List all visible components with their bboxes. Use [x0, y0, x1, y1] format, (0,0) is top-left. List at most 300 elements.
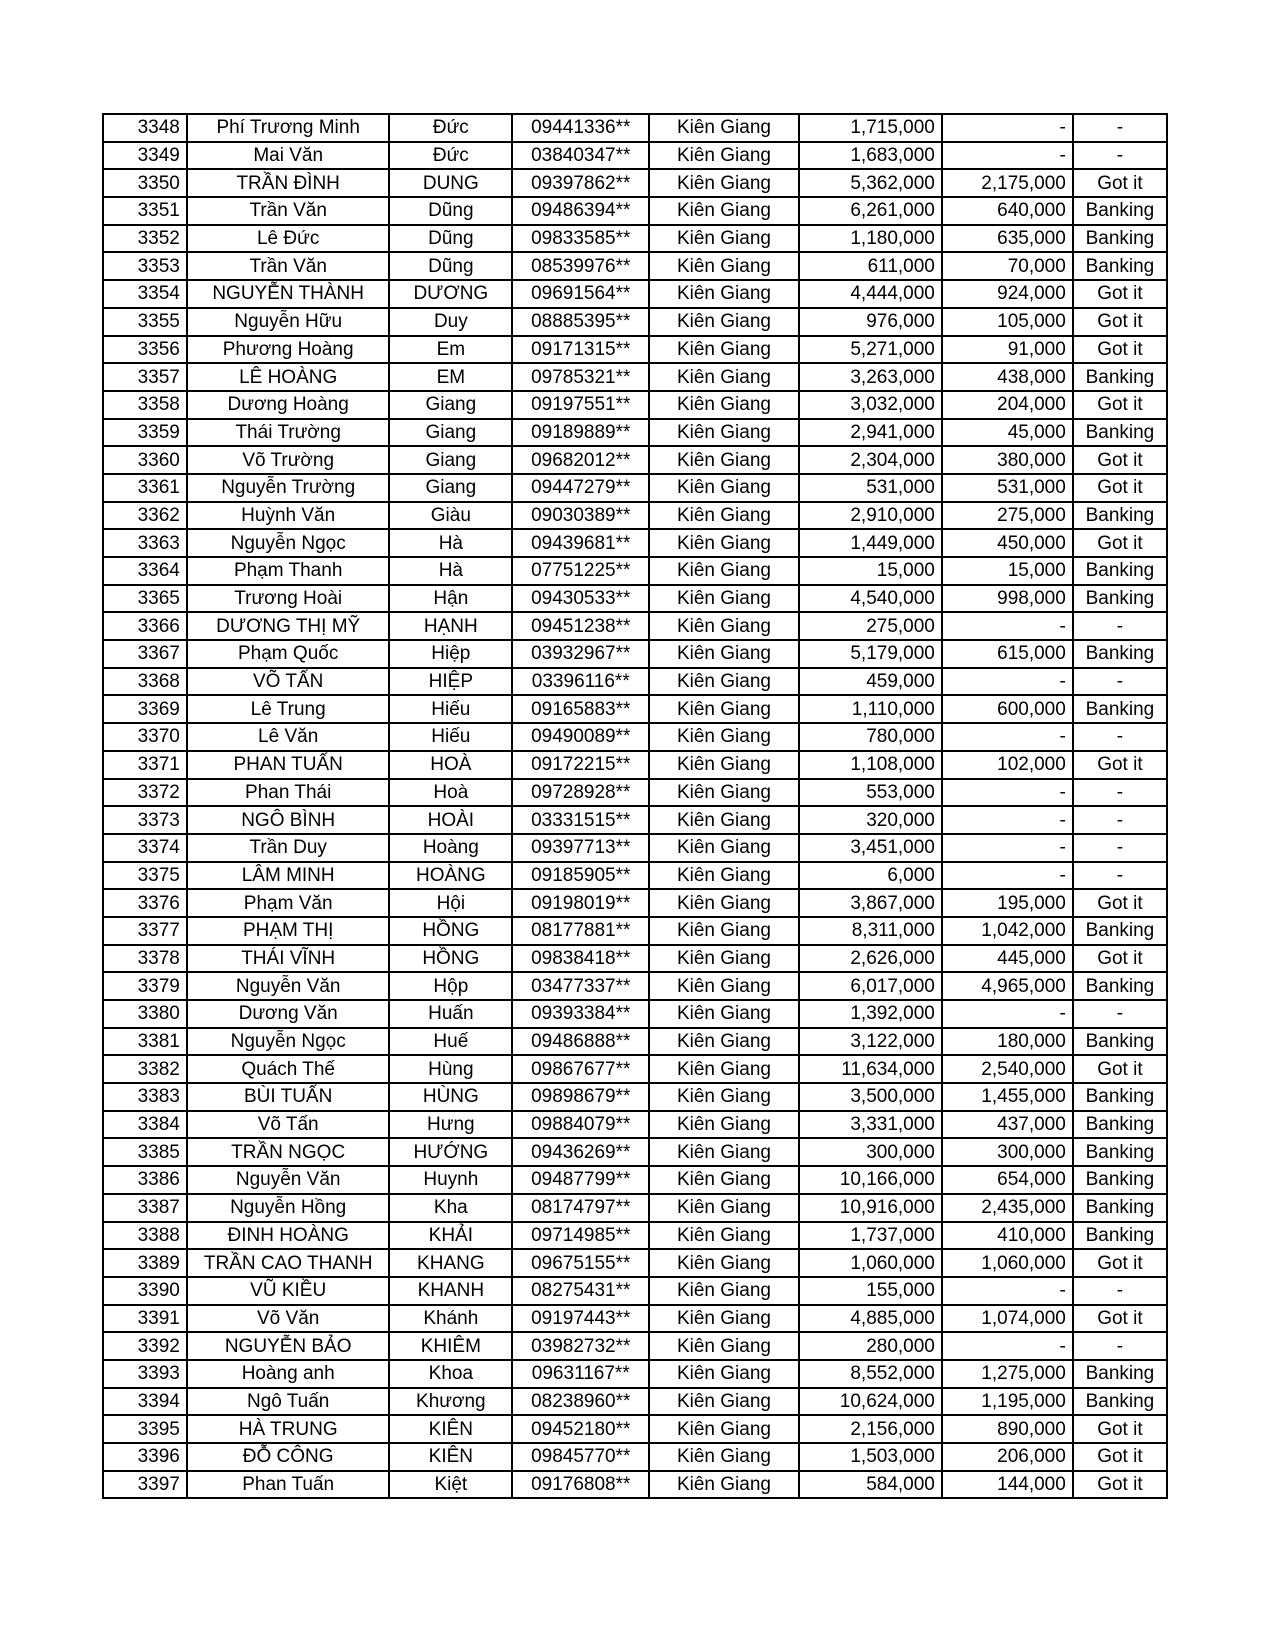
surname-cell: Dương Văn: [187, 1000, 390, 1028]
row-number-cell: 3375: [103, 862, 187, 890]
amount-cell: 3,867,000: [799, 889, 942, 917]
bonus-cell: 300,000: [942, 1138, 1073, 1166]
status-cell: -: [1073, 668, 1167, 696]
surname-cell: Phương Hoàng: [187, 336, 390, 364]
amount-cell: 611,000: [799, 252, 942, 280]
province-cell: Kiên Giang: [649, 585, 798, 613]
surname-cell: Phạm Văn: [187, 889, 390, 917]
bonus-cell: 615,000: [942, 640, 1073, 668]
amount-cell: 1,449,000: [799, 529, 942, 557]
phone-cell: 09452180**: [512, 1415, 649, 1443]
row-number-cell: 3359: [103, 419, 187, 447]
bonus-cell: 2,175,000: [942, 169, 1073, 197]
given-name-cell: Giàu: [389, 502, 512, 530]
bonus-cell: 438,000: [942, 363, 1073, 391]
given-name-cell: KIÊN: [389, 1443, 512, 1471]
given-name-cell: Giang: [389, 419, 512, 447]
province-cell: Kiên Giang: [649, 1360, 798, 1388]
amount-cell: 2,910,000: [799, 502, 942, 530]
amount-cell: 11,634,000: [799, 1055, 942, 1083]
phone-cell: 09397862**: [512, 169, 649, 197]
surname-cell: Nguyễn Hữu: [187, 308, 390, 336]
given-name-cell: Hội: [389, 889, 512, 917]
phone-cell: 09030389**: [512, 502, 649, 530]
status-cell: Banking: [1073, 363, 1167, 391]
given-name-cell: KHANG: [389, 1249, 512, 1277]
row-number-cell: 3363: [103, 529, 187, 557]
table-row: [103, 419, 1167, 447]
status-cell: -: [1073, 723, 1167, 751]
status-cell: Got it: [1073, 889, 1167, 917]
status-cell: Got it: [1073, 1443, 1167, 1471]
bonus-cell: 1,275,000: [942, 1360, 1073, 1388]
amount-cell: 3,122,000: [799, 1028, 942, 1056]
status-cell: -: [1073, 1000, 1167, 1028]
row-number-cell: 3382: [103, 1055, 187, 1083]
table-row: [103, 1194, 1167, 1222]
phone-cell: 09430533**: [512, 585, 649, 613]
province-cell: Kiên Giang: [649, 142, 798, 170]
amount-cell: 5,271,000: [799, 336, 942, 364]
phone-cell: 09176808**: [512, 1471, 649, 1499]
bonus-cell: 531,000: [942, 474, 1073, 502]
bonus-cell: 204,000: [942, 391, 1073, 419]
surname-cell: TRẦN NGỌC: [187, 1138, 390, 1166]
row-number-cell: 3392: [103, 1332, 187, 1360]
status-cell: Got it: [1073, 1415, 1167, 1443]
status-cell: -: [1073, 1277, 1167, 1305]
table-row: [103, 474, 1167, 502]
surname-cell: TRẦN CAO THANH: [187, 1249, 390, 1277]
province-cell: Kiên Giang: [649, 695, 798, 723]
given-name-cell: Khương: [389, 1388, 512, 1416]
province-cell: Kiên Giang: [649, 806, 798, 834]
province-cell: Kiên Giang: [649, 308, 798, 336]
bonus-cell: 195,000: [942, 889, 1073, 917]
table-row: [103, 723, 1167, 751]
row-number-cell: 3394: [103, 1388, 187, 1416]
given-name-cell: Đức: [389, 142, 512, 170]
bonus-cell: -: [942, 806, 1073, 834]
table-row: [103, 834, 1167, 862]
bonus-cell: 1,042,000: [942, 917, 1073, 945]
amount-cell: 780,000: [799, 723, 942, 751]
data-table: [102, 113, 1168, 1499]
surname-cell: Phan Thái: [187, 779, 390, 807]
given-name-cell: KHẢI: [389, 1222, 512, 1250]
province-cell: Kiên Giang: [649, 391, 798, 419]
row-number-cell: 3389: [103, 1249, 187, 1277]
row-number-cell: 3368: [103, 668, 187, 696]
given-name-cell: Hiệp: [389, 640, 512, 668]
province-cell: Kiên Giang: [649, 779, 798, 807]
surname-cell: Hoàng anh: [187, 1360, 390, 1388]
province-cell: Kiên Giang: [649, 723, 798, 751]
phone-cell: 09898679**: [512, 1083, 649, 1111]
amount-cell: 4,444,000: [799, 280, 942, 308]
status-cell: -: [1073, 806, 1167, 834]
status-cell: Got it: [1073, 1249, 1167, 1277]
amount-cell: 3,500,000: [799, 1083, 942, 1111]
phone-cell: 09728928**: [512, 779, 649, 807]
amount-cell: 1,392,000: [799, 1000, 942, 1028]
given-name-cell: Khánh: [389, 1305, 512, 1333]
province-cell: Kiên Giang: [649, 280, 798, 308]
amount-cell: 1,110,000: [799, 695, 942, 723]
table-row: [103, 1305, 1167, 1333]
bonus-cell: -: [942, 862, 1073, 890]
phone-cell: 09171315**: [512, 336, 649, 364]
phone-cell: 09189889**: [512, 419, 649, 447]
phone-cell: 03932967**: [512, 640, 649, 668]
row-number-cell: 3361: [103, 474, 187, 502]
surname-cell: ĐỖ CÔNG: [187, 1443, 390, 1471]
province-cell: Kiên Giang: [649, 502, 798, 530]
row-number-cell: 3381: [103, 1028, 187, 1056]
amount-cell: 2,156,000: [799, 1415, 942, 1443]
phone-cell: 09197443**: [512, 1305, 649, 1333]
amount-cell: 6,017,000: [799, 972, 942, 1000]
amount-cell: 155,000: [799, 1277, 942, 1305]
status-cell: Banking: [1073, 1111, 1167, 1139]
row-number-cell: 3357: [103, 363, 187, 391]
surname-cell: Võ Tấn: [187, 1111, 390, 1139]
table-row: [103, 972, 1167, 1000]
table-row: [103, 889, 1167, 917]
status-cell: Banking: [1073, 1028, 1167, 1056]
phone-cell: 03840347**: [512, 142, 649, 170]
status-cell: Banking: [1073, 972, 1167, 1000]
table-row: [103, 668, 1167, 696]
surname-cell: Nguyễn Văn: [187, 972, 390, 1000]
table-row: [103, 612, 1167, 640]
surname-cell: Huỳnh Văn: [187, 502, 390, 530]
row-number-cell: 3387: [103, 1194, 187, 1222]
given-name-cell: Hoà: [389, 779, 512, 807]
row-number-cell: 3378: [103, 945, 187, 973]
table-row: [103, 1471, 1167, 1499]
surname-cell: Thái Trường: [187, 419, 390, 447]
bonus-cell: 2,540,000: [942, 1055, 1073, 1083]
status-cell: -: [1073, 862, 1167, 890]
province-cell: Kiên Giang: [649, 1305, 798, 1333]
province-cell: Kiên Giang: [649, 1332, 798, 1360]
surname-cell: Phạm Thanh: [187, 557, 390, 585]
bonus-cell: 924,000: [942, 280, 1073, 308]
bonus-cell: 2,435,000: [942, 1194, 1073, 1222]
row-number-cell: 3366: [103, 612, 187, 640]
amount-cell: 4,540,000: [799, 585, 942, 613]
row-number-cell: 3360: [103, 446, 187, 474]
bonus-cell: 144,000: [942, 1471, 1073, 1499]
row-number-cell: 3355: [103, 308, 187, 336]
province-cell: Kiên Giang: [649, 197, 798, 225]
table-row: [103, 557, 1167, 585]
province-cell: Kiên Giang: [649, 419, 798, 447]
phone-cell: 09691564**: [512, 280, 649, 308]
province-cell: Kiên Giang: [649, 225, 798, 253]
province-cell: Kiên Giang: [649, 1083, 798, 1111]
surname-cell: Ngô Tuấn: [187, 1388, 390, 1416]
phone-cell: 09867677**: [512, 1055, 649, 1083]
bonus-cell: 45,000: [942, 419, 1073, 447]
surname-cell: VÕ TẤN: [187, 668, 390, 696]
amount-cell: 5,179,000: [799, 640, 942, 668]
row-number-cell: 3367: [103, 640, 187, 668]
province-cell: Kiên Giang: [649, 945, 798, 973]
bonus-cell: 1,074,000: [942, 1305, 1073, 1333]
province-cell: Kiên Giang: [649, 1055, 798, 1083]
status-cell: Banking: [1073, 225, 1167, 253]
row-number-cell: 3385: [103, 1138, 187, 1166]
given-name-cell: KIÊN: [389, 1415, 512, 1443]
province-cell: Kiên Giang: [649, 917, 798, 945]
given-name-cell: HÙNG: [389, 1083, 512, 1111]
province-cell: Kiên Giang: [649, 1388, 798, 1416]
amount-cell: 1,737,000: [799, 1222, 942, 1250]
row-number-cell: 3395: [103, 1415, 187, 1443]
amount-cell: 531,000: [799, 474, 942, 502]
phone-cell: 09838418**: [512, 945, 649, 973]
row-number-cell: 3364: [103, 557, 187, 585]
given-name-cell: Hoàng: [389, 834, 512, 862]
row-number-cell: 3348: [103, 114, 187, 142]
status-cell: Got it: [1073, 1055, 1167, 1083]
status-cell: Banking: [1073, 197, 1167, 225]
table-row: [103, 336, 1167, 364]
given-name-cell: Dũng: [389, 252, 512, 280]
row-number-cell: 3388: [103, 1222, 187, 1250]
row-number-cell: 3391: [103, 1305, 187, 1333]
surname-cell: Dương Hoàng: [187, 391, 390, 419]
surname-cell: ĐINH HOÀNG: [187, 1222, 390, 1250]
amount-cell: 2,304,000: [799, 446, 942, 474]
province-cell: Kiên Giang: [649, 1000, 798, 1028]
amount-cell: 320,000: [799, 806, 942, 834]
surname-cell: Lê Trung: [187, 695, 390, 723]
surname-cell: DƯƠNG THỊ MỸ: [187, 612, 390, 640]
table-row: [103, 1138, 1167, 1166]
table-row: [103, 1249, 1167, 1277]
phone-cell: 03331515**: [512, 806, 649, 834]
status-cell: -: [1073, 834, 1167, 862]
given-name-cell: Kiệt: [389, 1471, 512, 1499]
amount-cell: 1,108,000: [799, 751, 942, 779]
row-number-cell: 3362: [103, 502, 187, 530]
phone-cell: 09165883**: [512, 695, 649, 723]
bonus-cell: 640,000: [942, 197, 1073, 225]
surname-cell: NGÔ BÌNH: [187, 806, 390, 834]
table-row: [103, 1000, 1167, 1028]
status-cell: Got it: [1073, 308, 1167, 336]
surname-cell: Nguyễn Ngọc: [187, 529, 390, 557]
surname-cell: LÊ HOÀNG: [187, 363, 390, 391]
surname-cell: Nguyễn Văn: [187, 1166, 390, 1194]
bonus-cell: 1,060,000: [942, 1249, 1073, 1277]
province-cell: Kiên Giang: [649, 1249, 798, 1277]
table-row: [103, 1388, 1167, 1416]
province-cell: Kiên Giang: [649, 336, 798, 364]
bonus-cell: -: [942, 668, 1073, 696]
table-row: [103, 695, 1167, 723]
amount-cell: 1,503,000: [799, 1443, 942, 1471]
bonus-cell: -: [942, 612, 1073, 640]
row-number-cell: 3380: [103, 1000, 187, 1028]
province-cell: Kiên Giang: [649, 1443, 798, 1471]
amount-cell: 459,000: [799, 668, 942, 696]
bonus-cell: 105,000: [942, 308, 1073, 336]
row-number-cell: 3374: [103, 834, 187, 862]
province-cell: Kiên Giang: [649, 972, 798, 1000]
row-number-cell: 3379: [103, 972, 187, 1000]
amount-cell: 2,941,000: [799, 419, 942, 447]
table-row: [103, 806, 1167, 834]
table-row: [103, 1222, 1167, 1250]
province-cell: Kiên Giang: [649, 862, 798, 890]
phone-cell: 08238960**: [512, 1388, 649, 1416]
amount-cell: 300,000: [799, 1138, 942, 1166]
phone-cell: 09631167**: [512, 1360, 649, 1388]
amount-cell: 10,916,000: [799, 1194, 942, 1222]
status-cell: -: [1073, 612, 1167, 640]
amount-cell: 1,180,000: [799, 225, 942, 253]
status-cell: Banking: [1073, 640, 1167, 668]
surname-cell: NGUYỄN THÀNH: [187, 280, 390, 308]
surname-cell: Võ Trường: [187, 446, 390, 474]
surname-cell: Phí Trương Minh: [187, 114, 390, 142]
row-number-cell: 3396: [103, 1443, 187, 1471]
phone-cell: 09185905**: [512, 862, 649, 890]
phone-cell: 09393384**: [512, 1000, 649, 1028]
given-name-cell: HẠNH: [389, 612, 512, 640]
status-cell: Got it: [1073, 945, 1167, 973]
amount-cell: 10,624,000: [799, 1388, 942, 1416]
row-number-cell: 3386: [103, 1166, 187, 1194]
table-row: [103, 446, 1167, 474]
phone-cell: 09785321**: [512, 363, 649, 391]
row-number-cell: 3372: [103, 779, 187, 807]
status-cell: Got it: [1073, 1305, 1167, 1333]
surname-cell: Trần Văn: [187, 197, 390, 225]
bonus-cell: 15,000: [942, 557, 1073, 585]
table-row: [103, 363, 1167, 391]
table-row: [103, 1083, 1167, 1111]
status-cell: Got it: [1073, 280, 1167, 308]
status-cell: Got it: [1073, 446, 1167, 474]
amount-cell: 8,552,000: [799, 1360, 942, 1388]
phone-cell: 09714985**: [512, 1222, 649, 1250]
surname-cell: VŨ KIỀU: [187, 1277, 390, 1305]
row-number-cell: 3353: [103, 252, 187, 280]
given-name-cell: Huế: [389, 1028, 512, 1056]
amount-cell: 3,263,000: [799, 363, 942, 391]
bonus-cell: -: [942, 142, 1073, 170]
amount-cell: 1,060,000: [799, 1249, 942, 1277]
given-name-cell: Giang: [389, 391, 512, 419]
given-name-cell: Dũng: [389, 225, 512, 253]
given-name-cell: EM: [389, 363, 512, 391]
amount-cell: 275,000: [799, 612, 942, 640]
given-name-cell: Giang: [389, 446, 512, 474]
bonus-cell: 410,000: [942, 1222, 1073, 1250]
status-cell: -: [1073, 114, 1167, 142]
amount-cell: 15,000: [799, 557, 942, 585]
table-row: [103, 252, 1167, 280]
amount-cell: 3,032,000: [799, 391, 942, 419]
amount-cell: 1,683,000: [799, 142, 942, 170]
table-row: [103, 1166, 1167, 1194]
table-row: [103, 779, 1167, 807]
table-row: [103, 1028, 1167, 1056]
phone-cell: 09682012**: [512, 446, 649, 474]
table-row: [103, 1443, 1167, 1471]
given-name-cell: Hiếu: [389, 723, 512, 751]
province-cell: Kiên Giang: [649, 1471, 798, 1499]
phone-cell: 08177881**: [512, 917, 649, 945]
province-cell: Kiên Giang: [649, 169, 798, 197]
row-number-cell: 3370: [103, 723, 187, 751]
province-cell: Kiên Giang: [649, 612, 798, 640]
province-cell: Kiên Giang: [649, 252, 798, 280]
surname-cell: Lê Đức: [187, 225, 390, 253]
phone-cell: 03396116**: [512, 668, 649, 696]
row-number-cell: 3376: [103, 889, 187, 917]
bonus-cell: -: [942, 1000, 1073, 1028]
surname-cell: THÁI VĨNH: [187, 945, 390, 973]
status-cell: Got it: [1073, 391, 1167, 419]
phone-cell: 09447279**: [512, 474, 649, 502]
bonus-cell: -: [942, 834, 1073, 862]
phone-cell: 09486888**: [512, 1028, 649, 1056]
table-row: [103, 640, 1167, 668]
given-name-cell: Hà: [389, 529, 512, 557]
province-cell: Kiên Giang: [649, 529, 798, 557]
table-row: [103, 114, 1167, 142]
row-number-cell: 3390: [103, 1277, 187, 1305]
table-row: [103, 391, 1167, 419]
amount-cell: 4,885,000: [799, 1305, 942, 1333]
amount-cell: 280,000: [799, 1332, 942, 1360]
amount-cell: 2,626,000: [799, 945, 942, 973]
status-cell: Banking: [1073, 1138, 1167, 1166]
bonus-cell: -: [942, 114, 1073, 142]
province-cell: Kiên Giang: [649, 1415, 798, 1443]
row-number-cell: 3384: [103, 1111, 187, 1139]
province-cell: Kiên Giang: [649, 1028, 798, 1056]
phone-cell: 09441336**: [512, 114, 649, 142]
given-name-cell: HOÀ: [389, 751, 512, 779]
amount-cell: 3,331,000: [799, 1111, 942, 1139]
row-number-cell: 3397: [103, 1471, 187, 1499]
province-cell: Kiên Giang: [649, 557, 798, 585]
province-cell: Kiên Giang: [649, 1166, 798, 1194]
given-name-cell: Duy: [389, 308, 512, 336]
phone-cell: 09487799**: [512, 1166, 649, 1194]
row-number-cell: 3365: [103, 585, 187, 613]
province-cell: Kiên Giang: [649, 640, 798, 668]
bonus-cell: 890,000: [942, 1415, 1073, 1443]
status-cell: Banking: [1073, 1222, 1167, 1250]
surname-cell: Nguyễn Trường: [187, 474, 390, 502]
given-name-cell: Hà: [389, 557, 512, 585]
table-row: [103, 751, 1167, 779]
table-row: [103, 1332, 1167, 1360]
phone-cell: 09198019**: [512, 889, 649, 917]
phone-cell: 08539976**: [512, 252, 649, 280]
province-cell: Kiên Giang: [649, 668, 798, 696]
amount-cell: 976,000: [799, 308, 942, 336]
given-name-cell: Đức: [389, 114, 512, 142]
